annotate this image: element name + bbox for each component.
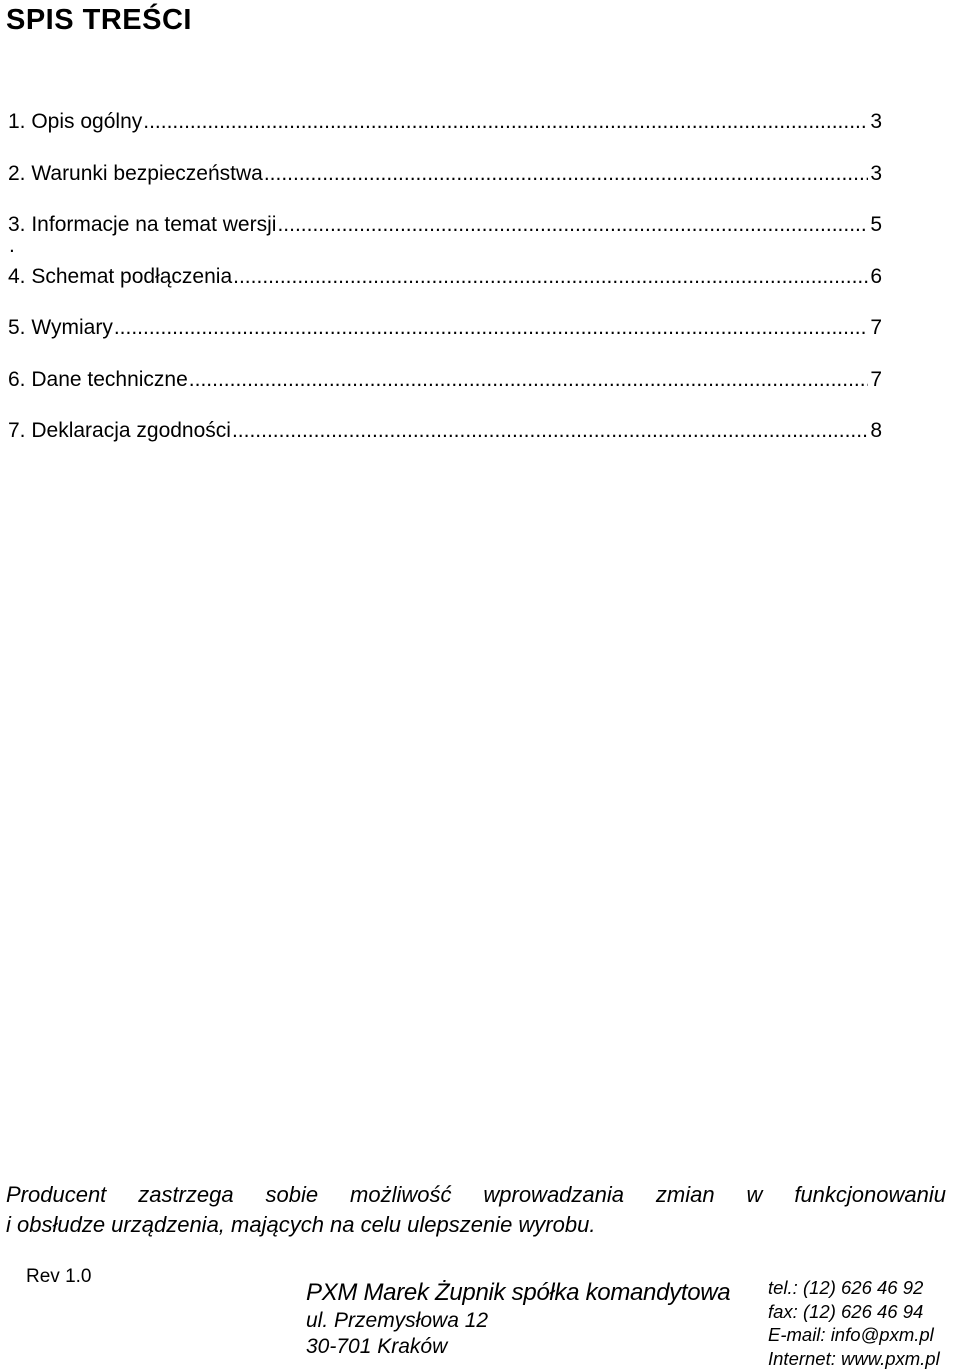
toc-leader-dots: [277, 213, 868, 237]
toc-leader-dots: [233, 265, 868, 289]
company-street: ul. Przemysłowa 12: [306, 1309, 489, 1332]
company-name: PXM Marek Żupnik spółka komandytowa: [306, 1279, 731, 1306]
toc-item-label: 3. Informacje na temat wersji: [8, 213, 277, 236]
toc-item-label: 1. Opis ogólny: [8, 110, 143, 133]
table-of-contents: [8, 110, 882, 471]
contact-block: [768, 1276, 940, 1370]
toc-leader-dots: [189, 368, 869, 392]
revision-label: Rev 1.0: [26, 1266, 92, 1287]
toc-leader-dots: [232, 419, 868, 443]
toc-item[interactable]: [8, 419, 882, 471]
toc-item-label: 5. Wymiary: [8, 316, 113, 339]
toc-item[interactable]: [8, 316, 882, 368]
company-city: 30-701 Kraków: [306, 1335, 448, 1358]
toc-item-label: 7. Deklaracja zgodności: [8, 419, 231, 442]
toc-item-page: 5: [870, 213, 882, 236]
contact-tel: tel.: (12) 626 46 92: [768, 1277, 924, 1298]
toc-item-page: 7: [870, 316, 882, 339]
toc-item-label: 4. Schemat podłączenia: [8, 264, 233, 288]
toc-leader-dots: [143, 110, 868, 134]
contact-fax: fax: (12) 626 46 94: [768, 1300, 924, 1322]
disclaimer: [6, 1180, 946, 1240]
toc-item[interactable]: [8, 110, 882, 162]
stray-dot: .: [9, 234, 15, 257]
page-title: SPIS TREŚCI: [6, 4, 192, 36]
toc-item[interactable]: [8, 213, 882, 265]
toc-item-page: 3: [870, 161, 882, 185]
disclaimer-line-1: Producent zastrzega sobie możliwość wprowadzania zmian w funkcjonowaniu: [6, 1182, 946, 1207]
disclaimer-line-2: i obsłudze urządzenia, mających na celu ulepszenie wyrobu.: [6, 1212, 596, 1237]
toc-item-page: 6: [870, 264, 882, 288]
toc-item-label: 6. Dane techniczne: [8, 367, 188, 391]
company-block: [306, 1278, 730, 1360]
toc-item-label: 2. Warunki bezpieczeństwa: [8, 161, 263, 185]
toc-item-page: 7: [870, 367, 882, 391]
toc-leader-dots: [264, 162, 868, 186]
contact-website[interactable]: Internet: www.pxm.pl: [768, 1347, 940, 1369]
toc-item[interactable]: [8, 162, 882, 214]
toc-item-page: 8: [870, 419, 882, 442]
toc-item-page: 3: [870, 110, 882, 133]
toc-item[interactable]: [8, 265, 882, 317]
contact-email[interactable]: E-mail: info@pxm.pl: [768, 1324, 934, 1345]
toc-item[interactable]: [8, 368, 882, 420]
toc-leader-dots: [114, 316, 868, 340]
